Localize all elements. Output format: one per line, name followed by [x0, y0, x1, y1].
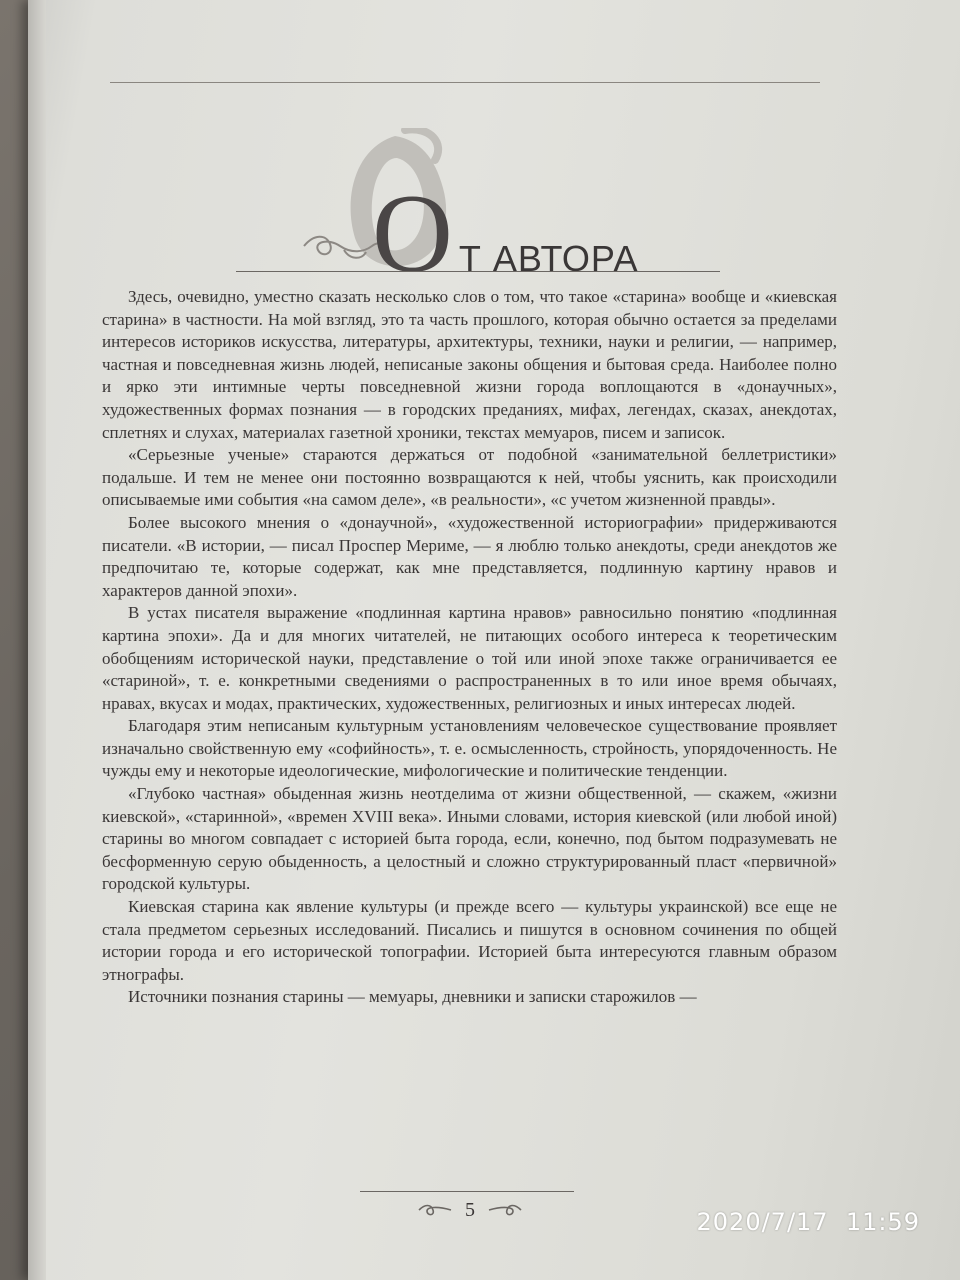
paragraph: Киевская старина как явление культуры (и прежде всего — культуры украинской) все еще не стала предметом серьезных исследований. Писались и пишутся в основном сочинения по общей истории города и его исторической топографии. Историей быта интересуются главным образом этнографы.	[102, 897, 837, 984]
paragraph: Благодаря этим неписаным культурным установлениям человеческое существование проявляет изначально свойственную ему «софийность», т. е. осмысленность, стройность, упорядоченность. Не чужды ему и некоторые идеологические, мифологические и политические тенденции.	[102, 716, 837, 781]
page-edge	[28, 0, 46, 1280]
paragraph: Здесь, очевидно, уместно сказать несколько слов о том, что такое «старина» вообще и «киевская старина» в частности. На мой взгляд, это та часть прошлого, которая обычно остается за пределами интересов историков искусства, литературы, архитектуры, техники, науки и религии, — например, частная и повседневная жизнь людей, неписаные законы общения и бытовая среда. Наиболее полно и ярко эти интимные черты повседневной жизни города воплощаются в «донаучных», художественных формах познания — в городских преданиях, мифах, легендах, сказах, анекдотах, сплетнях и слухах, материалах газетной хроники, текстах мемуаров, писем и записок.	[102, 287, 837, 442]
heading-rule	[236, 271, 720, 272]
body-text	[102, 286, 837, 1009]
paragraph: В устах писателя выражение «подлинная картина нравов» равносильно понятию «подлинная картина эпохи». Да и для многих читателей, не питающих особого интереса к теоретическим обобщениям исторической науки, представление о той или иной эпохе также ограничивается ее «стариной», т. е. конкретными сведениями о распространенных в то или иное время обычаях, нравах, вкусах и модах, практических, художественных, религиозных и иных интересах людей.	[102, 603, 837, 713]
footer-rule	[360, 1191, 574, 1192]
page-footer	[400, 1196, 540, 1224]
paragraph: «Серьезные ученые» стараются держаться от подобной «занимательной беллетристики» подальше. И тем не менее они постоянно возвращаются к ней, чтобы уяснить, как происходили описываемые ими события «на самом деле», «в реальности», «с учетом жизненной правды».	[102, 445, 837, 510]
heading-text: Т АВТОРА	[458, 238, 639, 279]
flourish-right-icon	[487, 1202, 523, 1218]
page-number: 5	[465, 1198, 475, 1221]
paragraph: Источники познания старины — мемуары, дневники и записки старожилов —	[128, 987, 697, 1007]
chapter-heading	[372, 172, 639, 296]
paragraph: «Глубоко частная» обыденная жизнь неотделима от жизни общественной, — скажем, «жизни киевской», «старинной», «времен XVIII века». Иными словами, история киевской (или любой иной) старины во многом совпадает с историей быта города, если, конечно, под бытом подразумевать не бесформенную серую обыденность, а целостный и сложно структурированный пласт «первичной» городской культуры.	[102, 784, 837, 894]
photo-timestamp: 2020/7/17 11:59	[696, 1208, 920, 1236]
heading-initial: О	[372, 172, 453, 296]
flourish-left-icon	[417, 1202, 453, 1218]
header-rule	[110, 82, 820, 83]
paragraph: Более высокого мнения о «донаучной», «художественной историографии» придерживаются писатели. «В истории, — писал Проспер Мериме, — я люблю только анекдоты, среди анекдотов же предпочитаю те, которые содержат, как мне представляется, подлинную картину нравов и характеров данной эпохи».	[102, 512, 837, 600]
